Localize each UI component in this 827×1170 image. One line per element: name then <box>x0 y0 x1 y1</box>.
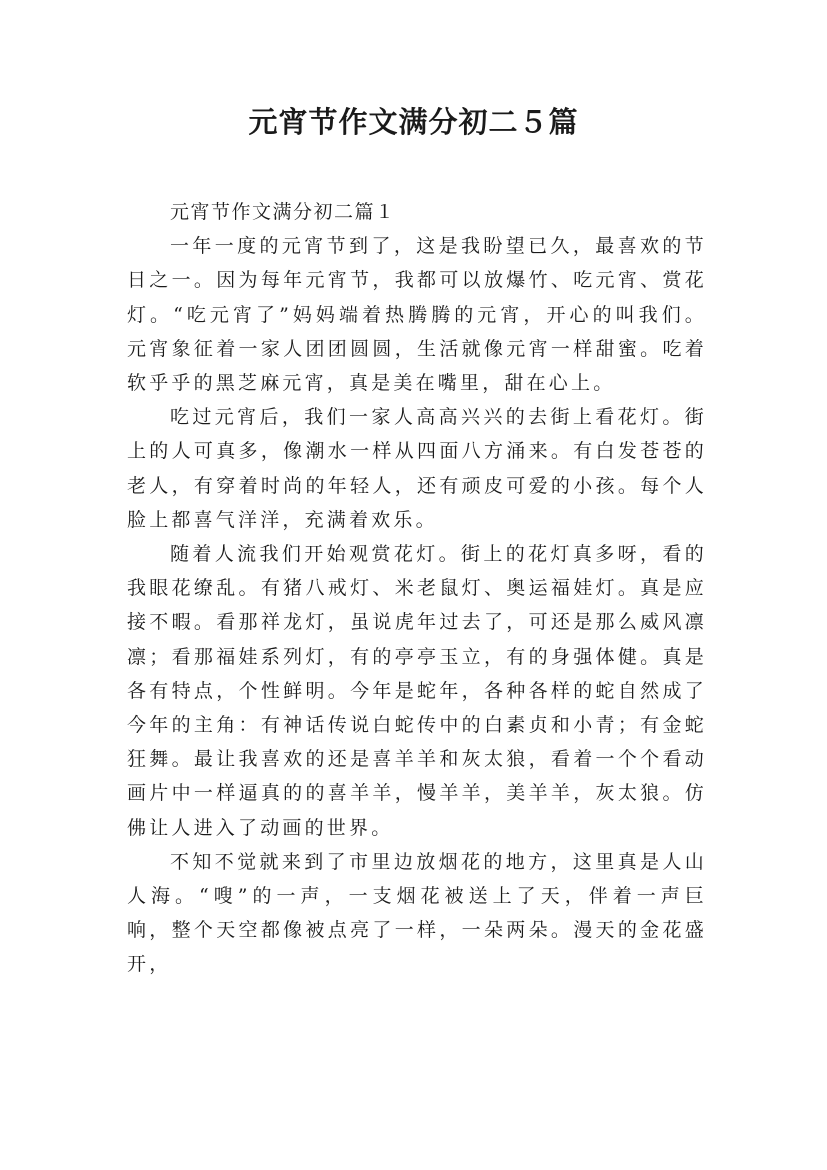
paragraph-4: 不知不觉就来到了市里边放烟花的地方，这里真是人山人海。“嗖”的一声，一支烟花被送上了天，伴着一声巨响，整个天空都像被点亮了一样，一朵两朵。漫天的金花盛开， <box>127 850 707 976</box>
paragraph-3: 随着人流我们开始观赏花灯。街上的花灯真多呀，看的我眼花缭乱。有猪八戒灯、米老鼠灯、奥运福娃灯。真是应接不暇。看那祥龙灯，虽说虎年过去了，可还是那么威风凛凛；看那福娃系列灯，有的亭亭玉立，有的身强体健。真是各有特点，个性鲜明。今年是蛇年，各种各样的蛇自然成了今年的主角：有神话传说白蛇传中的白素贞和小青；有金蛇狂舞。最让我喜欢的还是喜羊羊和灰太狼，看着一个个看动画片中一样逼真的的喜羊羊，慢羊羊，美羊羊，灰太狼。仿佛让人进入了动画的世界。 <box>127 543 707 839</box>
section-heading: 元宵节作文满分初二篇１ <box>170 201 396 223</box>
document-title: 元宵节作文满分初二５篇 <box>248 105 579 139</box>
document-body <box>127 195 707 982</box>
paragraph-1: 一年一度的元宵节到了，这是我盼望已久，最喜欢的节日之一。因为每年元宵节，我都可以放爆竹、吃元宵、赏花灯。“吃元宵了”妈妈端着热腾腾的元宵，开心的叫我们。元宵象征着一家人团团圆圆，生活就像元宵一样甜蜜。吃着软乎乎的黑芝麻元宵，真是美在嘴里，甜在心上。 <box>127 235 707 395</box>
paragraph-2: 吃过元宵后，我们一家人高高兴兴的去街上看花灯。街上的人可真多，像潮水一样从四面八方涌来。有白发苍苍的老人，有穿着时尚的年轻人，还有顽皮可爱的小孩。每个人脸上都喜气洋洋，充满着欢乐。 <box>127 406 707 531</box>
